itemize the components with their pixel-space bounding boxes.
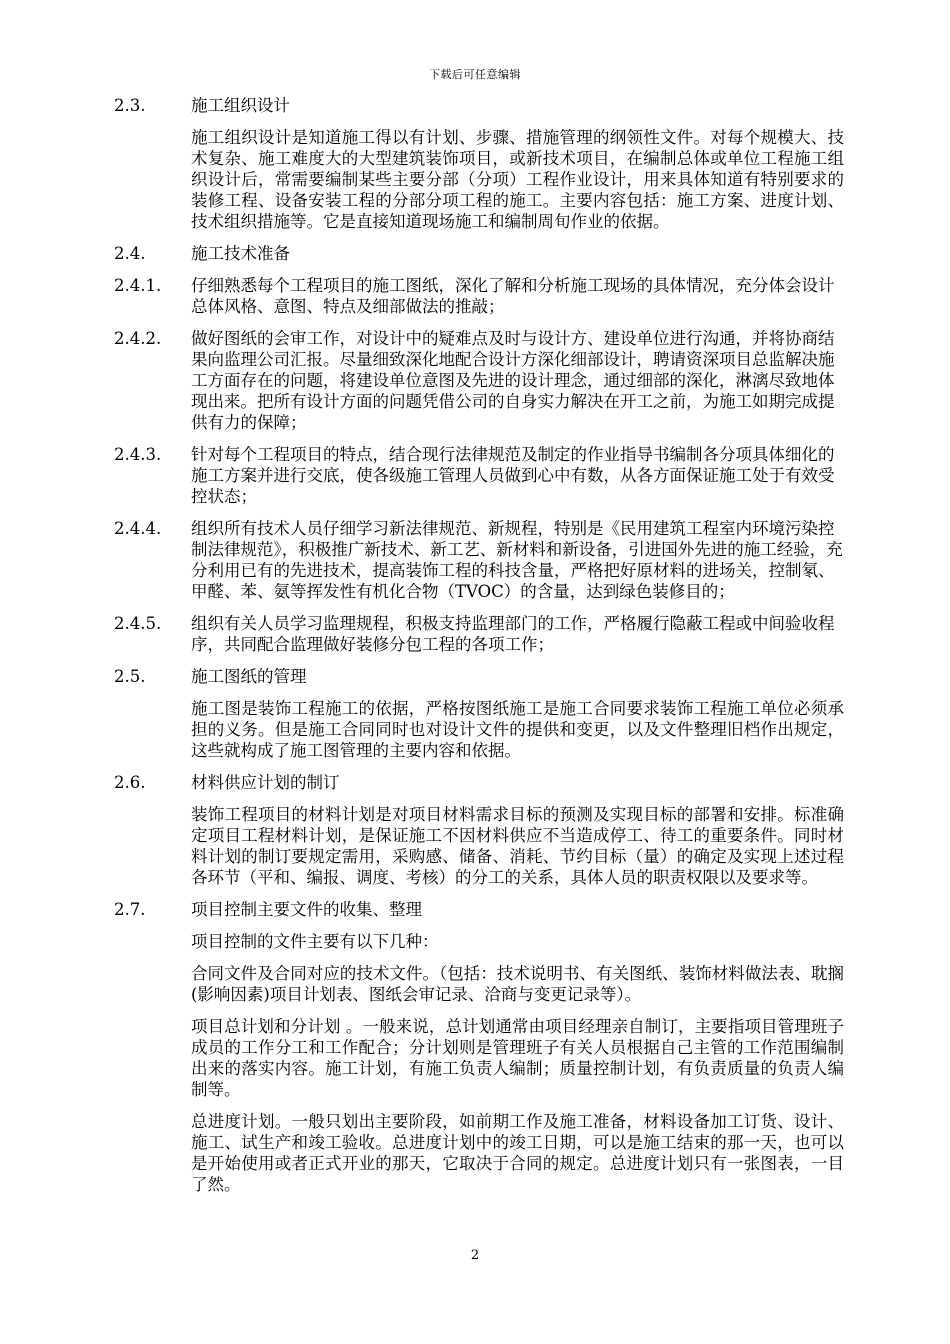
body-paragraph: 装饰工程项目的材料计划是对项目材料需求目标的预测及实现目标的部署和安排。标准确定项目工程材料计划，是保证施工不因材料供应不当造成停工、待工的重要条件。同时材料计划的制订要规定需用，采购感、储备、消耗、节约目标（量）的确定及实现上述过程各环节（平和、编报、调度、考核）的分工的关系，具体人员的职责权限以及要求等。	[191, 805, 844, 887]
page-header: 下载后可任意编辑	[429, 68, 521, 81]
section-title: 施工组织设计	[191, 96, 290, 115]
section-title: 项目控制主要文件的收集、整理	[191, 900, 422, 919]
item-text: 组织有关人员学习监理规程，积极支持监理部门的工作，严格履行隐蔽工程或中间验收程序，共同配合监理做好装修分包工程的各项工作；	[191, 614, 835, 654]
body-paragraph: 施工组织设计是知道施工得以有计划、步骤、措施管理的纲领性文件。对每个规模大、技术复杂、施工难度大的大型建筑装饰项目，或新技术项目，在编制总体或单位工程施工组织设计后，常需要编制某些主要分部（分项）工程作业设计，用来具体知道有特别要求的装修工程、设备安装工程的分部分项工程的施工。主要内容包括：施工方案、进度计划、技术组织措施等。它是直接知道现场施工和编制周旬作业的依据。	[191, 128, 844, 231]
body-paragraph: 施工图是装饰工程施工的依据，严格按图纸施工是施工合同要求装饰工程施工单位必须承担的义务。但是施工合同同时也对设计文件的提供和变更，以及文件整理旧档作出规定，这些就构成了施工图管理的主要内容和依据。	[191, 699, 844, 760]
numbered-item	[114, 613, 844, 655]
section-heading	[114, 95, 844, 116]
item-number: 2.4.4.	[114, 519, 162, 538]
body-paragraph: 项目总计划和分计划 。一般来说，总计划通常由项目经理亲自制订，主要指项目管理班子成员的工作分工和工作配合；分计划则是管理班子有关人员根据自己主管的工作范围编制出来的落实内容。施工计划，有施工负责人编制；质量控制计划，有负责质量的负责人编制等。	[191, 1017, 844, 1099]
section-number: 2.6.	[114, 773, 146, 792]
section-heading	[114, 899, 844, 920]
section-number: 2.7.	[114, 900, 146, 919]
section-heading	[114, 772, 844, 793]
page-number: 2	[470, 1248, 480, 1263]
item-number: 2.4.1.	[114, 276, 162, 295]
numbered-item	[114, 444, 844, 507]
numbered-item	[114, 518, 844, 602]
section-title: 施工技术准备	[191, 244, 290, 263]
item-text: 针对每个工程项目的特点，结合现行法律规范及制定的作业指导书编制各分项具体细化的施工方案并进行交底，使各级施工管理人员做到心中有数，从各方面保证施工处于有效受控状态；	[191, 445, 835, 506]
section-number: 2.3.	[114, 96, 146, 115]
item-number: 2.4.2.	[114, 329, 162, 348]
section-heading	[114, 243, 844, 264]
item-number: 2.4.3.	[114, 445, 162, 464]
numbered-item	[114, 328, 844, 433]
body-paragraph: 合同文件及合同对应的技术文件。（包括：技术说明书、有关图纸、装饰材料做法表、耽搁(影响因素)项目计划表、图纸会审记录、洽商与变更记录等）。	[191, 964, 844, 1004]
section-title: 材料供应计划的制订	[191, 773, 340, 792]
section-number: 2.5.	[114, 667, 146, 686]
document-body	[114, 95, 844, 1206]
item-number: 2.4.5.	[114, 614, 162, 633]
item-text: 做好图纸的会审工作，对设计中的疑难点及时与设计方、建设单位进行沟通，并将协商结果向监理公司汇报。尽量细致深化地配合设计方深化细部设计，聘请资深项目总监解决施工方面存在的问题，将建设单位意图及先进的设计理念，通过细部的深化，淋漓尽致地体现出来。把所有设计方面的问题凭借公司的自身实力解决在开工之前，为施工如期完成提供有力的保障；	[191, 329, 835, 432]
numbered-item	[114, 275, 844, 317]
item-text: 仔细熟悉每个工程项目的施工图纸，深化了解和分析施工现场的具体情况，充分体会设计总体风格、意图、特点及细部做法的推敲；	[191, 276, 835, 316]
body-paragraph: 项目控制的文件主要有以下几种：	[191, 932, 439, 951]
body-paragraph: 总进度计划。一般只划出主要阶段，如前期工作及施工准备，材料设备加工订货、设计、施工、试生产和竣工验收。总进度计划中的竣工日期，可以是施工结束的那一天，也可以是开始使用或者正式开业的那天，它取决于合同的规定。总进度计划只有一张图表，一目了然。	[191, 1112, 844, 1194]
section-title: 施工图纸的管理	[191, 667, 307, 686]
item-text: 组织所有技术人员仔细学习新法律规范、新规程，特别是《民用建筑工程室内环境污染控制法律规范》，积极推广新技术、新工艺、新材料和新设备，引进国外先进的施工经验，充分利用已有的先进技术，提高装饰工程的科技含量，严格把好原材料的进场关，控制氡、甲醛、苯、氨等挥发性有机化合物（TVOC）的含量，达到绿色装修目的；	[191, 519, 843, 601]
section-number: 2.4.	[114, 244, 146, 263]
section-heading	[114, 666, 844, 687]
